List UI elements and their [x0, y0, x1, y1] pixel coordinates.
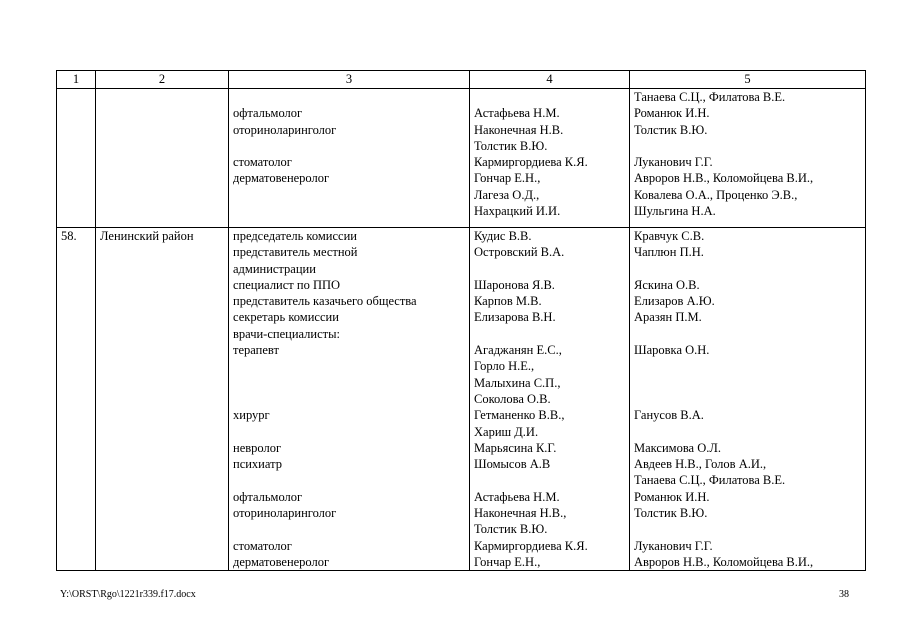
cell-line: Кармиргордиева К.Я. [474, 538, 588, 553]
cell-line: Луканович Г.Г. [634, 538, 713, 553]
cell-line: стоматолог [233, 155, 292, 170]
cell-line: Лагеза О.Д., [474, 187, 540, 202]
column-header-3: 3 [229, 71, 470, 89]
cell-line [474, 89, 625, 105]
column-header-5: 5 [630, 71, 866, 89]
cell-line: Шульгина Н.А. [634, 204, 716, 219]
cell-line: Ковалева О.А., Проценко Э.В., [634, 187, 798, 202]
cell-line: Марьясина К.Г. [474, 440, 557, 455]
cell-line: администрации [233, 261, 316, 276]
cell-line: дерматовенеролог [233, 554, 330, 569]
cell-line: Малыхина С.П., [474, 375, 561, 390]
footer-page-number: 38 [839, 589, 849, 600]
cell-line [474, 472, 625, 488]
cont-number-cell [57, 89, 96, 228]
cell-line: Гончар Е.Н., [474, 171, 541, 186]
cell-line [634, 138, 861, 154]
cell-line: дерматовенеролог [233, 171, 330, 186]
cell-line [634, 375, 861, 391]
row-number-cell: 58. [57, 228, 96, 571]
cell-line: председатель комиссии [233, 229, 357, 243]
cont-reserve-cell [630, 89, 866, 228]
cell-line [233, 138, 465, 154]
cell-line: Шомысов А.В [474, 457, 551, 472]
cell-line: Елизаров А.Ю. [634, 294, 715, 309]
table-row-58 [57, 228, 866, 571]
cell-line [634, 261, 861, 277]
cell-line: секретарь комиссии [233, 310, 339, 325]
cell-line [474, 326, 625, 342]
cell-line [233, 472, 465, 488]
cell-line [233, 89, 465, 105]
cell-line: Толстик В.Ю. [474, 522, 548, 537]
cont-district-cell [96, 89, 229, 228]
column-header-2: 2 [96, 71, 229, 89]
role-cell [229, 228, 470, 571]
cell-line [233, 521, 465, 537]
cell-line: Островский В.А. [474, 245, 565, 260]
cell-line: стоматолог [233, 538, 292, 553]
cell-line [634, 391, 861, 407]
cell-line [233, 203, 465, 219]
cell-line: Толстик В.Ю. [474, 138, 548, 153]
cell-line: Наконечная Н.В. [474, 122, 564, 137]
cell-line: Нахрацкий И.И. [474, 204, 561, 219]
cell-line: Толстик В.Ю. [634, 122, 708, 137]
cell-line: Агаджанян Е.С., [474, 343, 562, 358]
cell-line: представитель казачьего общества [233, 294, 417, 309]
cell-line: офтальмолог [233, 106, 303, 121]
cell-line [233, 375, 465, 391]
cell-line: специалист по ППО [233, 277, 341, 292]
cell-line: Астафьева Н.М. [474, 106, 560, 121]
cell-line: врачи-специалисты: [233, 326, 340, 341]
cell-line: терапевт [233, 343, 279, 358]
column-header-1: 1 [57, 71, 96, 89]
cell-line [634, 326, 861, 342]
cell-line [233, 424, 465, 440]
cell-line [634, 424, 861, 440]
cell-line: Романюк И.Н. [634, 489, 710, 504]
cell-line [634, 358, 861, 374]
cell-line: психиатр [233, 457, 282, 472]
district-cell: Ленинский район [96, 228, 229, 571]
cell-line: Ганусов В.А. [634, 408, 704, 423]
cell-line: Авроров Н.В., Коломойцева В.И., [634, 554, 814, 569]
commission-table [56, 70, 866, 571]
cell-line: Луканович Г.Г. [634, 155, 713, 170]
cell-line: представитель местной [233, 245, 358, 260]
column-header-4: 4 [470, 71, 630, 89]
cell-line: Шаронова Я.В. [474, 277, 555, 292]
cell-line [233, 391, 465, 407]
cell-line: оториноларинголог [233, 506, 337, 521]
cell-line: Танаева С.Ц., Филатова В.Е. [634, 90, 786, 104]
cell-line: Авдеев Н.В., Голов А.И., [634, 457, 767, 472]
cell-line: Гетманенко В.В., [474, 408, 565, 423]
cell-line: Кармиргордиева К.Я. [474, 155, 588, 170]
cell-line [474, 261, 625, 277]
table-header-row [57, 71, 866, 89]
cell-line: Романюк И.Н. [634, 106, 710, 121]
cell-line: Яскина О.В. [634, 277, 700, 292]
cell-line: Авроров Н.В., Коломойцева В.И., [634, 171, 814, 186]
cell-line: Кудис В.В. [474, 229, 532, 243]
cell-line: хирург [233, 408, 270, 423]
footer-file-path: Y:\ORST\Rgo\1221r339.f17.docx [60, 589, 196, 600]
cell-line: Гончар Е.Н., [474, 554, 541, 569]
member-cell [470, 228, 630, 571]
cell-line: Шаровка О.Н. [634, 343, 710, 358]
cell-line: Хариш Д.И. [474, 424, 539, 439]
cell-line: Елизарова В.Н. [474, 310, 556, 325]
cell-line: невролог [233, 440, 282, 455]
cell-line [233, 358, 465, 374]
table-row-continuation [57, 89, 866, 228]
cell-line: Кравчук С.В. [634, 229, 705, 243]
cell-line: Чаплюн П.Н. [634, 245, 704, 260]
cell-line: Танаева С.Ц., Филатова В.Е. [634, 473, 786, 488]
cell-line: Толстик В.Ю. [634, 506, 708, 521]
cell-line: оториноларинголог [233, 122, 337, 137]
cell-line: Максимова О.Л. [634, 440, 721, 455]
cell-line [233, 187, 465, 203]
reserve-cell [630, 228, 866, 571]
cell-line: Соколова О.В. [474, 391, 551, 406]
cell-line: Аразян П.М. [634, 310, 702, 325]
cell-line [634, 521, 861, 537]
cell-line: офтальмолог [233, 489, 303, 504]
cell-line: Наконечная Н.В., [474, 506, 567, 521]
cell-line: Карпов М.В. [474, 294, 542, 309]
cont-role-cell [229, 89, 470, 228]
cell-line: Астафьева Н.М. [474, 489, 560, 504]
cont-member-cell [470, 89, 630, 228]
cell-line: Горло Н.Е., [474, 359, 535, 374]
